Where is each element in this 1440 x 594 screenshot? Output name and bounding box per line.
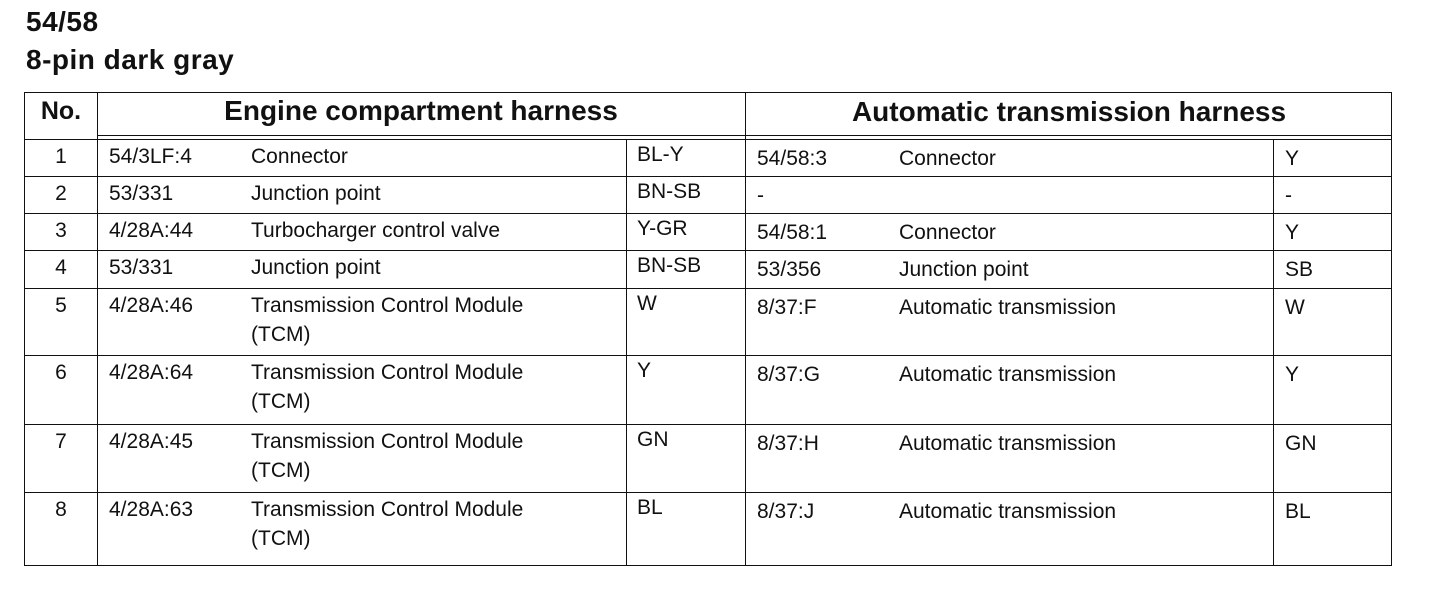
engine-component-desc: Transmission Control Module (TCM) — [251, 430, 524, 482]
column-divider — [97, 177, 98, 213]
auto-component-desc: Automatic transmission — [899, 296, 1117, 319]
engine-component-id: 4/28A:46 — [109, 294, 194, 317]
engine-component-desc: Turbocharger control valve — [251, 219, 501, 242]
column-divider — [626, 177, 627, 213]
row-no: 5 — [55, 294, 67, 317]
column-divider — [745, 493, 746, 565]
auto-wire-color: - — [1285, 184, 1292, 207]
row-no: 6 — [55, 361, 67, 384]
table-row — [25, 251, 1391, 289]
engine-wire-color: BN-SB — [637, 180, 702, 203]
column-divider — [1273, 251, 1274, 288]
engine-component-id: 53/331 — [109, 256, 174, 279]
column-divider — [1273, 177, 1274, 213]
column-divider — [1273, 214, 1274, 250]
table-row — [25, 289, 1391, 356]
engine-component-id: 4/28A:63 — [109, 498, 194, 521]
column-divider — [97, 356, 98, 424]
column-divider — [1273, 493, 1274, 565]
column-divider — [745, 425, 746, 492]
column-divider — [1273, 425, 1274, 492]
column-divider — [97, 140, 98, 176]
engine-component-desc: Transmission Control Module (TCM) — [251, 361, 524, 413]
auto-component-id: 8/37:H — [757, 432, 819, 455]
header-auto-harness: Automatic transmission harness — [851, 96, 1287, 127]
engine-wire-color: BN-SB — [637, 254, 702, 277]
auto-component-desc: Junction point — [899, 258, 1029, 281]
column-divider — [745, 140, 746, 176]
row-no: 2 — [55, 182, 67, 205]
auto-wire-color: GN — [1285, 432, 1317, 455]
column-divider — [97, 425, 98, 492]
auto-component-id: 54/58:1 — [757, 221, 828, 244]
page-subtitle: 8-pin dark gray — [26, 44, 235, 75]
auto-component-desc: Automatic transmission — [899, 363, 1117, 386]
column-divider — [1273, 140, 1274, 176]
engine-wire-color: BL — [637, 496, 663, 519]
column-divider — [97, 493, 98, 565]
engine-wire-color: W — [637, 292, 657, 315]
column-divider — [626, 140, 627, 176]
table-row — [25, 425, 1391, 493]
auto-component-desc: Automatic transmission — [899, 500, 1117, 523]
row-no: 3 — [55, 219, 67, 242]
auto-component-id: 8/37:F — [757, 296, 817, 319]
column-divider — [745, 214, 746, 250]
table-row — [25, 356, 1391, 425]
engine-wire-color: GN — [637, 428, 669, 451]
row-no: 4 — [55, 256, 67, 279]
engine-component-desc: Junction point — [251, 256, 381, 279]
auto-component-desc: Connector — [899, 147, 996, 170]
engine-component-desc: Transmission Control Module (TCM) — [251, 294, 524, 346]
engine-component-id: 4/28A:44 — [109, 219, 194, 242]
table-row — [25, 493, 1391, 565]
engine-wire-color: BL-Y — [637, 143, 684, 166]
column-divider — [97, 214, 98, 250]
engine-component-desc: Transmission Control Module (TCM) — [251, 498, 524, 550]
header-underline — [97, 135, 1391, 136]
column-divider — [1273, 356, 1274, 424]
column-divider — [745, 177, 746, 213]
page-title: 54/58 — [26, 6, 99, 37]
header-divider-no — [97, 93, 98, 139]
auto-wire-color: BL — [1285, 500, 1311, 523]
column-divider — [1273, 289, 1274, 355]
column-divider — [626, 493, 627, 565]
column-divider — [626, 214, 627, 250]
auto-component-desc: Automatic transmission — [899, 432, 1117, 455]
auto-component-id: 8/37:G — [757, 363, 821, 386]
row-no: 8 — [55, 498, 67, 521]
column-divider — [97, 251, 98, 288]
column-divider — [97, 289, 98, 355]
header-divider-harness — [745, 93, 746, 139]
auto-component-desc — [899, 177, 1269, 213]
column-divider — [745, 356, 746, 424]
auto-component-id: 53/356 — [757, 258, 822, 281]
header-engine-harness: Engine compartment harness — [224, 95, 618, 126]
auto-component-desc: Connector — [899, 221, 996, 244]
row-no: 1 — [55, 145, 67, 168]
engine-component-id: 54/3LF:4 — [109, 145, 192, 168]
auto-wire-color: Y — [1285, 363, 1300, 386]
auto-wire-color: SB — [1285, 258, 1314, 281]
engine-component-id: 4/28A:45 — [109, 430, 194, 453]
column-divider — [626, 289, 627, 355]
engine-component-id: 53/331 — [109, 182, 174, 205]
table-row — [25, 140, 1391, 177]
row-no: 7 — [55, 430, 67, 453]
table-header-row — [25, 93, 1391, 140]
engine-component-id: 4/28A:64 — [109, 361, 194, 384]
table-row — [25, 214, 1391, 251]
column-divider — [745, 251, 746, 288]
table-row — [25, 177, 1391, 214]
engine-wire-color: Y — [637, 359, 652, 382]
column-divider — [626, 251, 627, 288]
auto-component-id: - — [757, 184, 764, 207]
auto-wire-color: Y — [1285, 147, 1300, 170]
engine-component-desc: Junction point — [251, 182, 381, 205]
column-divider — [626, 425, 627, 492]
harness-table — [24, 92, 1392, 566]
auto-wire-color: W — [1285, 296, 1305, 319]
auto-component-id: 54/58:3 — [757, 147, 828, 170]
auto-wire-color: Y — [1285, 221, 1300, 244]
column-divider — [745, 289, 746, 355]
auto-component-id: 8/37:J — [757, 500, 815, 523]
header-no: No. — [40, 97, 82, 125]
engine-wire-color: Y-GR — [637, 217, 688, 240]
engine-component-desc: Connector — [251, 145, 348, 168]
column-divider — [626, 356, 627, 424]
